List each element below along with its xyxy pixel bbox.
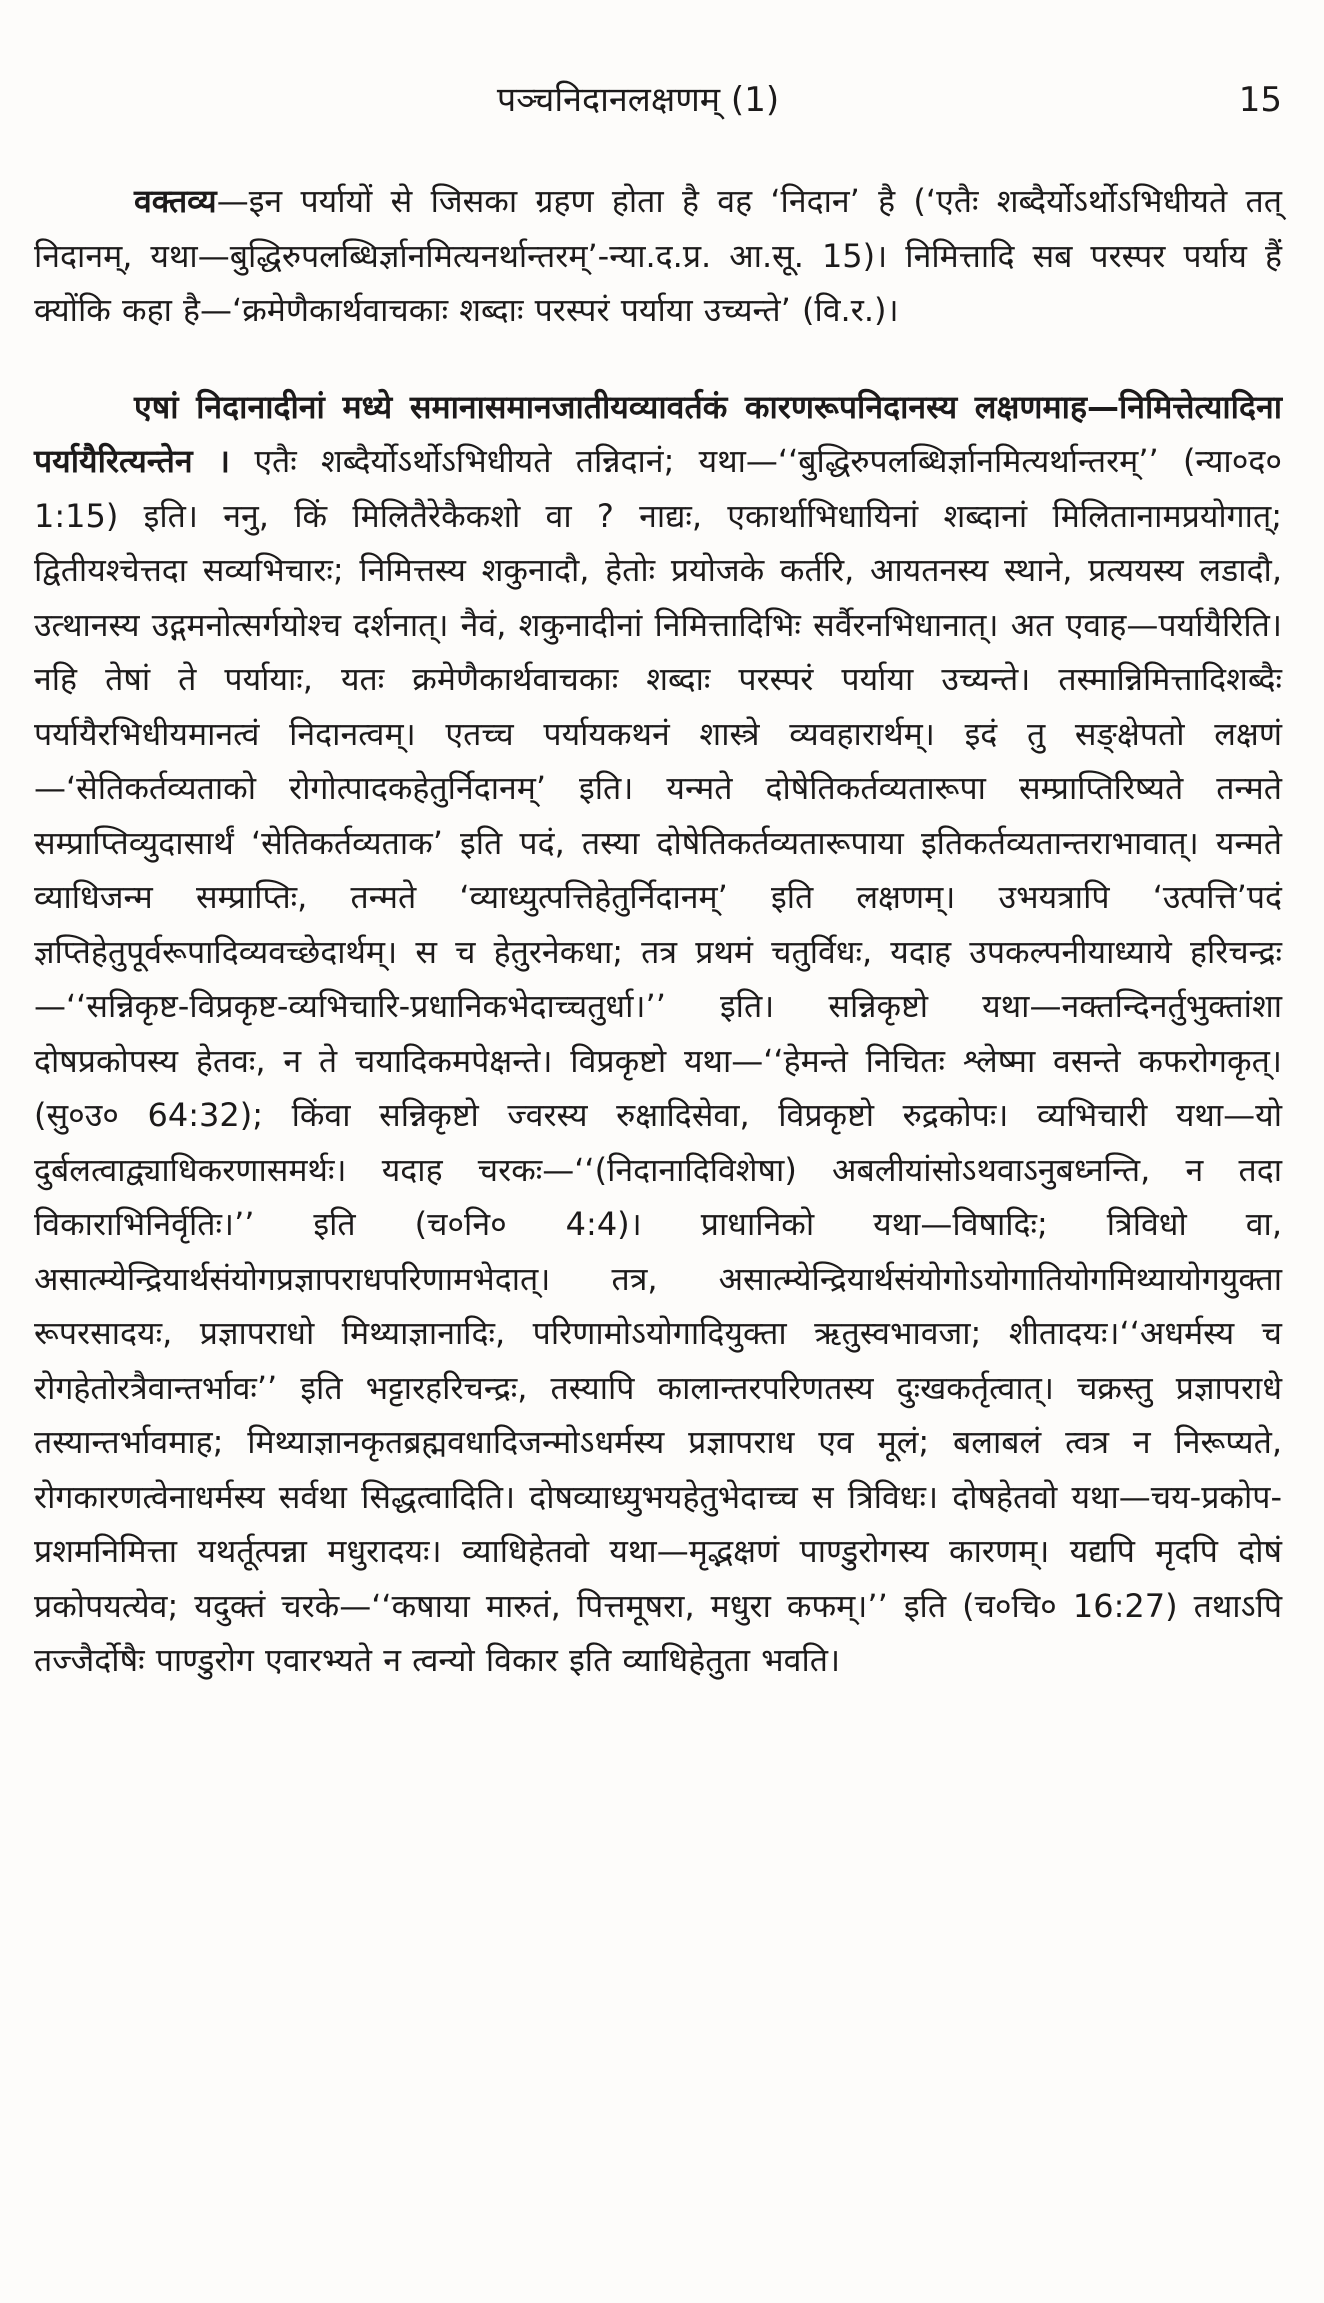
commentary-body: एतैः शब्दैर्योऽर्थोऽभिधीयते तन्निदानं; यथा—‘‘बुद्धिरुपलब्धिर्ज्ञानमित्यर्थान्तरम्’’ (न्या०द० 1:15) इति। ननु, किं मिलितैरेकैकशो वा ? नाद्यः, एकार्थाभिधायिनां शब्दानां मिलितानामप्रयोगात्; द्वितीयश्चेत्तदा सव्यभिचारः; निमित्तस्य शकुनादौ, हेतोः प्रयोजके कर्तरि, आयतनस्य स्थाने, प्रत्ययस्य लडादौ, उत्थानस्य उद्गमनोत्सर्गयोश्च दर्शनात्। नैवं, शकुनादीनां निमित्तादिभिः सर्वैरनभिधानात्। अत एवाह—पर्यायैरिति। नहि तेषां ते पर्यायाः, यतः क्रमेणैकार्थवाचकाः शब्दाः परस्परं पर्याया उच्यन्ते। तस्मान्निमित्तादिशब्दैः पर्यायैरभिधीयमानत्वं निदानत्वम्। एतच्च पर्यायकथनं शास्त्रे व्यवहारार्थम्। इदं तु सङ्क्षेपतो लक्षणं—‘सेतिकर्तव्यताको रोगोत्पादकहेतुर्निदानम्’ इति। यन्मते दोषेतिकर्तव्यतारूपा सम्प्राप्तिरिष्यते तन्मते सम्प्राप्तिव्युदासार्थं ‘सेतिकर्तव्यताक’ इति पदं, तस्या दोषेतिकर्तव्यतारूपाया इतिकर्तव्यतान्तराभावात्। यन्मते व्याधिजन्म सम्प्राप्तिः, तन्मते ‘व्याध्युत्पत्तिहेतुर्निदानम्’ इति लक्षणम्। उभयत्रापि ‘उत्पत्ति’पदं ज्ञप्तिहेतुपूर्वरूपादिव्यवच्छेदार्थम्। स च हेतुरनेकधा; तत्र प्रथमं चतुर्विधः, यदाह उपकल्पनीयाध्याये हरिचन्द्रः—‘‘सन्निकृष्ट-विप्रकृष्ट-व्यभिचारि-प्रधानिकभेदाच्चतुर्धा।’’ इति। सन्निकृष्टो यथा—नक्तन्दिनर्तुभुक्तांशा दोषप्रकोपस्य हेतवः, न ते चयादिकमपेक्षन्ते। विप्रकृष्टो यथा—‘‘हेमन्ते निचितः श्लेष्मा वसन्ते कफरोगकृत्। (सु०उ० 64:32); किंवा सन्निकृष्टो ज्वरस्य रुक्षादिसेवा, विप्रकृष्टो रुद्रकोपः। व्यभिचारी यथा—यो दुर्बलत्वाद्व्याधिकरणासमर्थः। यदाह चरकः—‘‘(निदानादिविशेषा) अबलीयांसोऽथवाऽनुबध्नन्ति, न तदा विकाराभिनिर्वृतिः।’’ इति (च०नि० 4:4)। प्राधानिको यथा—विषादिः; त्रिविधो वा, असात्म्येन्द्रियार्थसंयोगप्रज्ञापराधपरिणामभेदात्। तत्र, असात्म्येन्द्रियार्थसंयोगोऽयोगातियोगमिथ्यायोगयुक्ता रूपरसादयः, प्रज्ञापराधो मिथ्याज्ञानादिः, परिणामोऽयोगादियुक्ता ऋतुस्वभावजा; शीतादयः।‘‘अधर्मस्य च रोगहेतोरत्रैवान्तर्भावः’’ इति भट्टारहरिचन्द्रः, तस्यापि कालान्तरपरिणतस्य दुःखकर्तृत्वात्। चक्रस्तु प्रज्ञापराधे तस्यान्तर्भावमाह; मिथ्याज्ञानकृतब्रह्मवधादिजन्मोऽधर्मस्य प्रज्ञापराध एव मूलं; बलाबलं त्वत्र न निरूप्यते, रोगकारणत्वेनाधर्मस्य सर्वथा सिद्धत्वादिति। दोषव्याध्युभयहेतुभेदाच्च स त्रिविधः। दोषहेतवो यथा—चय-प्रकोप-प्रशमनिमित्ता यथर्तूत्पन्ना मधुरादयः। व्याधिहेतवो यथा—मृद्भक्षणं पाण्डुरोगस्य कारणम्। यद्यपि मृदपि दोषं प्रकोपयत्येव; यदुक्तं चरके—‘‘कषाया मारुतं, पित्तमूषरा, मधुरा कफम्।’’ इति (च०चि० 16:27) तथाऽपि तज्जैर्दोषैः पाण्डुरोग एवारभ्यते न त्वन्यो विकार इति व्याधिहेतुता भवति। xyxy=(34,442,1282,1679)
note-body: —इन पर्यायों से जिसका ग्रहण होता है वह ‘निदान’ है (‘एतैः शब्दैर्योऽर्थोऽभिधीयते तत् निदानम्, यथा—बुद्धिरुपलब्धिर्ज्ञानमित्यनर्थान्तरम्’-न्या.द.प्र. आ.सू. 15)। निमित्तादि सब परस्पर पर्याय हैं क्योंकि कहा है—‘क्रमेणैकार्थवाचकाः शब्दाः परस्परं पर्याया उच्यन्ते’ (वि.र.)। xyxy=(34,182,1282,329)
sanskrit-commentary-paragraph xyxy=(34,380,1282,1688)
running-header xyxy=(34,70,1282,130)
hindi-note-paragraph xyxy=(34,174,1282,338)
page-number: 15 xyxy=(1238,80,1282,120)
header-title: पञ्चनिदानलक्षणम् (1) xyxy=(496,80,780,120)
note-lead-term: वक्तव्य xyxy=(134,182,217,220)
commentary-lead: एषां निदानादीनां मध्ये समानासमानजातीयव्यावर्तकं कारणरूपनिदानस्य लक्षणमाह—निमित्तेत्यादिना पर्यायैरित्यन्तेन । xyxy=(34,387,1282,480)
